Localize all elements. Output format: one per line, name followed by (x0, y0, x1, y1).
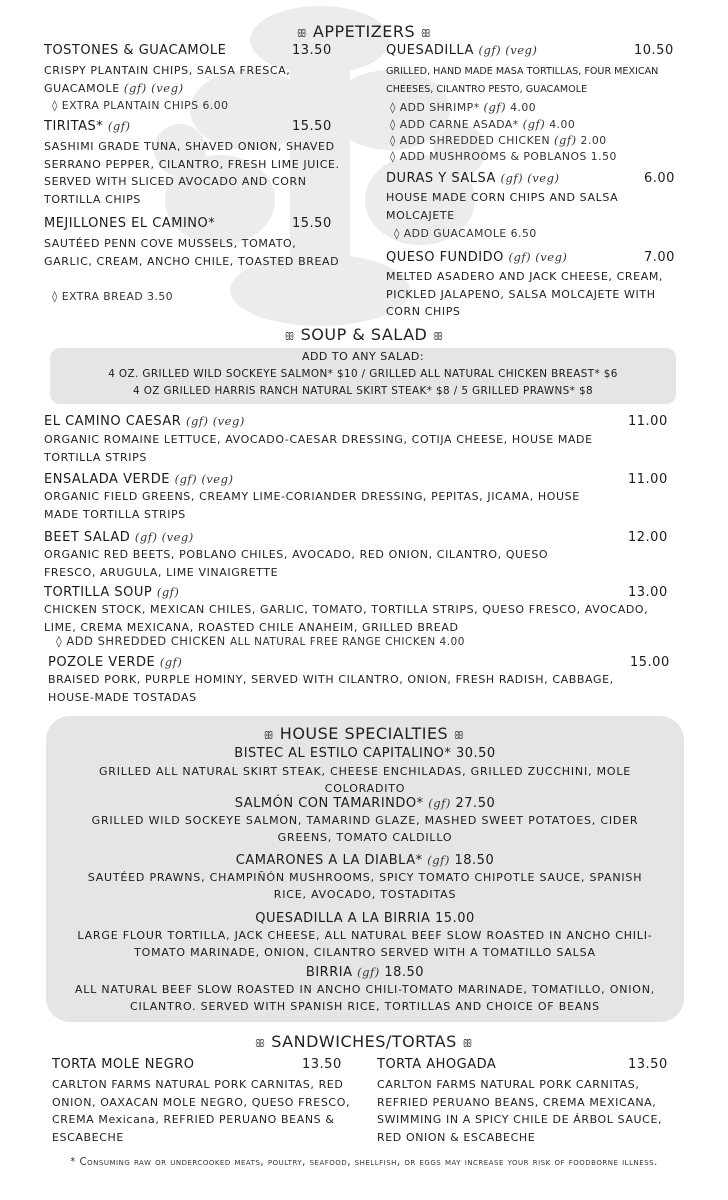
item-price: 10.50 (634, 43, 674, 58)
item-price: 13.00 (628, 585, 668, 600)
diet-tag: (gf) (veg) (185, 414, 245, 428)
ornament-icon: ꕥ (254, 1037, 266, 1050)
item-description: SAUTÉED PENN COVE MUSSELS, TOMATO, GARLIC, CREAM, ANCHO CHILE, TOASTED BREAD (44, 237, 340, 268)
item-description: ORGANIC ROMAINE LETTUCE, AVOCADO-CAESAR DRESSING, COTIJA CHEESE, HOUSE MADE TORTILLA STRIPS (44, 433, 593, 464)
diet-tag: (gf) (357, 965, 380, 979)
diet-tag: (gf) (427, 853, 450, 867)
specialty-description: SAUTÉED PRAWNS, CHAMPIÑÓN MUSHROOMS, SPICY TOMATO CHIPOTLE SAUCE, SPANISH RICE, AVOCADO, TOSTADITAS (87, 871, 643, 901)
diet-tag: (gf) (veg) (174, 472, 234, 486)
item-description: CARLTON FARMS NATURAL PORK CARNITAS, RED ONION, OAXACAN MOLE NEGRO, QUESO FRESCO, CREMA Mexicana, REFRIED PERUANO BEANS & ESCABECHE (52, 1078, 351, 1144)
item-price: 15.00 (630, 655, 670, 670)
footer-disclaimer: * Consuming raw or undercooked meats, poultry, seafood, shellfish, or eggs may increase your risk of foodborne illness. (70, 1157, 658, 1168)
item-name: TORTA AHOGADA (377, 1057, 497, 1072)
item-price: 15.50 (292, 119, 332, 134)
ornament-icon: ꕥ (432, 330, 444, 343)
specialty-name: BISTEC AL ESTILO CAPITALINO* 30.50 (234, 746, 496, 761)
item-price: 11.00 (628, 414, 668, 429)
diet-tag: (gf) (522, 117, 546, 131)
item-addon: ◊ ADD SHREDDED CHICKEN ALL NATURAL FREE RANGE CHICKEN 4.00 (56, 634, 465, 648)
item-name: DURAS Y SALSA (gf) (veg) (386, 171, 560, 186)
section-title-soup-salad: ꕥ SOUP & SALAD ꕥ (284, 325, 444, 344)
item-price: 6.00 (644, 171, 675, 186)
item-name: EL CAMINO CAESAR (gf) (veg) (44, 414, 245, 429)
item-description: CHICKEN STOCK, MEXICAN CHILES, GARLIC, TOMATO, TORTILLA STRIPS, QUESO FRESCO, AVOCADO, LIME, CREMA MEXICANA, ROASTED CHILE ANAHEIM, GRILLED BREAD (44, 603, 649, 634)
ornament-icon: ꕥ (420, 27, 432, 40)
item-name: QUESADILLA (gf) (veg) (386, 43, 538, 58)
item-name: TIRITAS* (gf) (44, 119, 131, 134)
item-description: ORGANIC RED BEETS, POBLANO CHILES, AVOCADO, RED ONION, CILANTRO, QUESO FRESCO, ARUGULA, LIME VINAIGRETTE (44, 548, 549, 579)
specialty-description: LARGE FLOUR TORTILLA, JACK CHEESE, ALL NATURAL BEEF SLOW ROASTED IN ANCHO CHILI-TOMATO MARINADE, ONION, CILANTRO SERVED WITH A TOMATILLO SALSA (77, 929, 653, 959)
item-description: BRAISED PORK, PURPLE HOMINY, SERVED WITH CILANTRO, ONION, FRESH RADISH, CABBAGE, HOUSE-MADE TOSTADAS (48, 673, 614, 704)
item-name: TORTILLA SOUP (gf) (44, 585, 180, 600)
item-description: SASHIMI GRADE TUNA, SHAVED ONION, SHAVED SERRANO PEPPER, CILANTRO, FRESH LIME JUICE. SERVED WITH SLICED AVOCADO AND CORN TORTILLA CHIPS (44, 140, 340, 206)
item-price: 13.50 (302, 1057, 342, 1072)
item-addon: ◊ ADD MUSHROOMS & POBLANOS 1.50 (390, 150, 617, 163)
specialty-description: GRILLED ALL NATURAL SKIRT STEAK, CHEESE ENCHILADAS, GRILLED ZUCCHINI, MOLE COLORADITO (98, 765, 632, 795)
specialty-description: GRILLED WILD SOCKEYE SALMON, TAMARIND GLAZE, MASHED SWEET POTATOES, CIDER GREENS, TOMATO CALDILLO (91, 814, 639, 844)
item-description: CARLTON FARMS NATURAL PORK CARNITAS, REFRIED PERUANO BEANS, CREMA MEXICANA, SWIMMING IN A SPICY CHILE DE ÁRBOL SAUCE, RED ONION & ESCABECHE (377, 1078, 663, 1144)
item-addon: ◊ ADD CARNE ASADA* (gf) 4.00 (390, 117, 576, 131)
item-description: HOUSE MADE CORN CHIPS AND SALSA MOLCAJETE (386, 191, 619, 222)
item-description: MELTED ASADERO AND JACK CHEESE, CREAM, PICKLED JALAPENO, SALSA MOLCAJETE WITH CORN CHIPS (386, 270, 664, 318)
item-description: CRISPY PLANTAIN CHIPS, SALSA FRESCA, GUACAMOLE (gf) (veg) (44, 64, 291, 95)
salad-addons-line: 4 OZ. GRILLED WILD SOCKEYE SALMON* $10 / GRILLED ALL NATURAL CHICKEN BREAST* $6 (108, 368, 618, 380)
diet-tag: (gf) (veg) (134, 530, 194, 544)
item-price: 15.50 (292, 216, 332, 231)
specialty-description: ALL NATURAL BEEF SLOW ROASTED IN ANCHO CHILI-TOMATO MARINADE, TOMATILLO, ONION, CILANTRO. SERVED WITH SPANISH RICE, TORTILLAS AND CHOICE OF BEANS (74, 983, 656, 1013)
item-price: 13.50 (628, 1057, 668, 1072)
diet-tag: (gf) (554, 133, 577, 147)
item-name: POZOLE VERDE (gf) (48, 655, 183, 670)
diet-tag: (gf) (veg) (500, 171, 560, 185)
ornament-icon: ꕥ (296, 27, 308, 40)
salad-addons-title: ADD TO ANY SALAD: (301, 350, 425, 363)
item-addon: ◊ ADD GUACAMOLE 6.50 (394, 227, 537, 240)
specialty-name: QUESADILLA A LA BIRRIA 15.00 (255, 911, 475, 926)
item-name: MEJILLONES EL CAMINO* (44, 216, 216, 231)
item-addon: ◊ ADD SHREDDED CHICKEN (gf) 2.00 (390, 133, 607, 147)
specialty-name: CAMARONES A LA DIABLA* (gf) 18.50 (235, 853, 495, 868)
diet-tag: (gf) (veg) (478, 43, 538, 57)
diet-tag: (gf) (428, 796, 451, 810)
item-name: TOSTONES & GUACAMOLE (44, 43, 227, 58)
item-description: ORGANIC FIELD GREENS, CREAMY LIME-CORIANDER DRESSING, PEPITAS, JICAMA, HOUSE MADE TORTILLA STRIPS (44, 490, 580, 521)
ornament-icon: ꕥ (284, 330, 296, 343)
item-addon: ◊ ADD SHRIMP* (gf) 4.00 (390, 100, 537, 114)
item-name: QUESO FUNDIDO (gf) (veg) (386, 250, 568, 265)
section-title-sandwiches: ꕥ SANDWICHES/TORTAS ꕥ (254, 1032, 474, 1051)
diet-tag: (gf) (156, 585, 180, 599)
item-price: 12.00 (628, 530, 668, 545)
ornament-icon: ꕥ (453, 729, 465, 742)
item-price: 13.50 (292, 43, 332, 58)
section-title-house-specialties: ꕥ HOUSE SPECIALTIES ꕥ (263, 724, 465, 743)
item-name: TORTA MOLE NEGRO (52, 1057, 195, 1072)
diet-tag: (gf) (veg) (508, 250, 568, 264)
salad-addons-line: 4 OZ GRILLED HARRIS RANCH NATURAL SKIRT STEAK* $8 / 5 GRILLED PRAWNS* $8 (133, 385, 593, 397)
diet-tag: (gf) (159, 655, 183, 669)
item-description: GRILLED, HAND MADE MASA TORTILLAS, FOUR MEXICAN CHEESES, CILANTRO PESTO, GUACAMOLE (386, 66, 659, 95)
ornament-icon: ꕥ (462, 1037, 474, 1050)
item-addon: ◊ EXTRA PLANTAIN CHIPS 6.00 (52, 99, 229, 112)
diet-tag: (gf) (483, 100, 507, 114)
diet-tag: (gf) (107, 119, 131, 133)
diet-tag: (gf) (veg) (123, 80, 184, 95)
section-title-appetizers: ꕥ APPETIZERS ꕥ (296, 22, 432, 41)
item-price: 7.00 (644, 250, 675, 265)
item-addon: ◊ EXTRA BREAD 3.50 (52, 290, 174, 303)
specialty-name: SALMÓN CON TAMARINDO* (gf) 27.50 (234, 796, 496, 811)
item-name: ENSALADA VERDE (gf) (veg) (44, 472, 234, 487)
specialty-name: BIRRIA (gf) 18.50 (305, 965, 425, 980)
ornament-icon: ꕥ (263, 729, 275, 742)
item-name: BEET SALAD (gf) (veg) (44, 530, 194, 545)
item-price: 11.00 (628, 472, 668, 487)
